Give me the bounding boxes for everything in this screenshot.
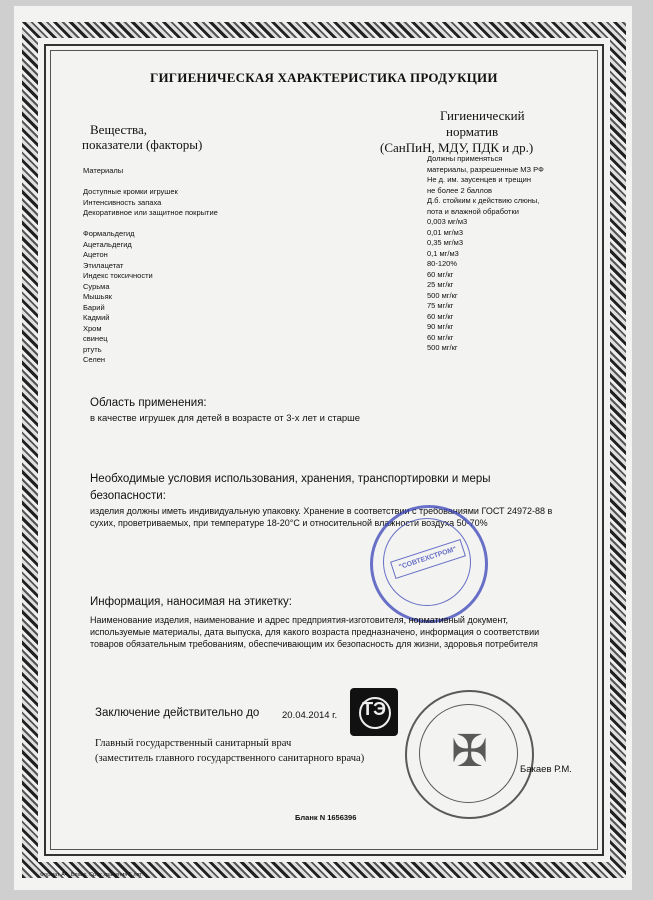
table-row-right: 0,35 мг/м3 [427, 238, 463, 247]
scope-title: Область применения: [90, 397, 207, 409]
table-row-right: 90 мг/кг [427, 322, 454, 331]
table-row-right: 500 мг/кг [427, 343, 458, 352]
table-row-left: Сурьма [83, 281, 110, 291]
conditions-text: изделия должны иметь индивидуальную упаковку. Хранение в соответствии с требованиями ГОСТ 24972-88 в сухих, проветриваемых, при температуре 18-20°С и относительной влажности воздуха 50-70% [90, 506, 553, 528]
table-row-right: 0,003 мг/м3 [427, 217, 468, 226]
table-row-left: Хром [83, 323, 102, 333]
table-row-right: Не д. им. заусенцев и трещин [427, 175, 531, 184]
certification-logo: ТЭ [350, 688, 398, 736]
table-row-right: 500 мг/кг [427, 290, 458, 300]
table-row-left [83, 219, 218, 230]
company-seal [370, 505, 488, 623]
blank-number: Бланк N 1656396 [295, 813, 357, 822]
table-row-right: пота и влажной обработки [427, 206, 519, 216]
table-row-left: Селен [83, 355, 106, 364]
left-header-line-2: показатели (факторы) [82, 137, 203, 152]
official-state-seal: ✠ [405, 690, 534, 819]
table-row-right: 0,01 мг/м3 [427, 227, 463, 237]
doctor-name: Бакаев Р.М. [520, 764, 572, 775]
table-row-left: Формальдегид [83, 229, 135, 238]
label-info-text: Наименование изделия, наименование и адрес предприятия-изготовителя, нормативный документ, используемые материалы, дата выпуска, для какого возраста предназначено, информация о соответствии товаров обязательным требованиям, обеспечивающим их безопасность для жизни, здоровья потребителя [90, 615, 540, 649]
doctor-title-deputy: (заместитель главного государственного санитарного врача) [95, 753, 365, 764]
table-row-left: ртуть [83, 344, 102, 354]
right-column [427, 154, 544, 354]
left-header-line-1: Вещества, [90, 122, 147, 137]
conditions-title-2: безопасности: [90, 490, 166, 502]
table-row-left: свинец [83, 334, 108, 343]
table-row-left [83, 177, 218, 188]
table-row-right: 0,1 мг/м3 [427, 248, 459, 258]
conditions-title: Необходимые условия использования, хранения, транспортировки и меры [90, 473, 491, 485]
table-row-right: 75 мг/кг [427, 301, 454, 310]
table-row-right: материалы, разрешенные МЗ РФ [427, 164, 544, 174]
scope-text: в качестве игрушек для детей в возрасте от 3-х лет и старше [90, 413, 361, 424]
left-column [83, 166, 218, 366]
validity-label: Заключение действительно до [95, 707, 260, 719]
table-row-right: 60 мг/кг [427, 311, 454, 321]
table-row-left: Мышьяк [83, 292, 112, 301]
table-row-left: Доступные кромки игрушек [83, 187, 178, 196]
table-row-right: 80-120% [427, 259, 458, 268]
table-row-left: Барий [83, 302, 105, 312]
right-header-line-3: (СанПиН, МДУ, ПДК и др.) [380, 140, 534, 155]
table-row-left: Интенсивность запаха [83, 197, 162, 207]
right-header-line-2: норматив [446, 124, 499, 139]
table-row-right: Должны применяться [427, 154, 503, 163]
table-row-right: 60 мг/кг [427, 269, 454, 279]
table-row-right: Д.б. стойким к действию слюны, [427, 196, 540, 205]
table-row-left: Материалы [83, 166, 124, 175]
right-header-line-1: Гигиенический [440, 108, 525, 123]
seal-company-name: "СОВТЕХСТРОМ" [390, 539, 466, 579]
table-row-left: Ацетальдегид [83, 239, 132, 249]
table-row-left: Ацетон [83, 250, 108, 259]
table-row-left: Этилацетат [83, 260, 124, 270]
doctor-title: Главный государственный санитарный врач [95, 738, 292, 749]
label-info-title: Информация, наносимая на этикетку: [90, 596, 292, 608]
table-row-right: не более 2 баллов [427, 185, 493, 195]
table-row-right: 60 мг/кг [427, 332, 454, 342]
footer-note: Формат А4. Бланк. Срок хранения 5 лет. [40, 872, 143, 878]
table-row-left: Индекс токсичности [83, 271, 153, 280]
table-row-left: Кадмий [83, 313, 110, 322]
validity-date: 20.04.2014 г. [282, 710, 338, 721]
document-title: ГИГИЕНИЧЕСКАЯ ХАРАКТЕРИСТИКА ПРОДУКЦИИ [150, 70, 498, 85]
table-row-right: 25 мг/кг [427, 280, 454, 289]
table-row-left: Декоративное или защитное покрытие [83, 208, 218, 217]
